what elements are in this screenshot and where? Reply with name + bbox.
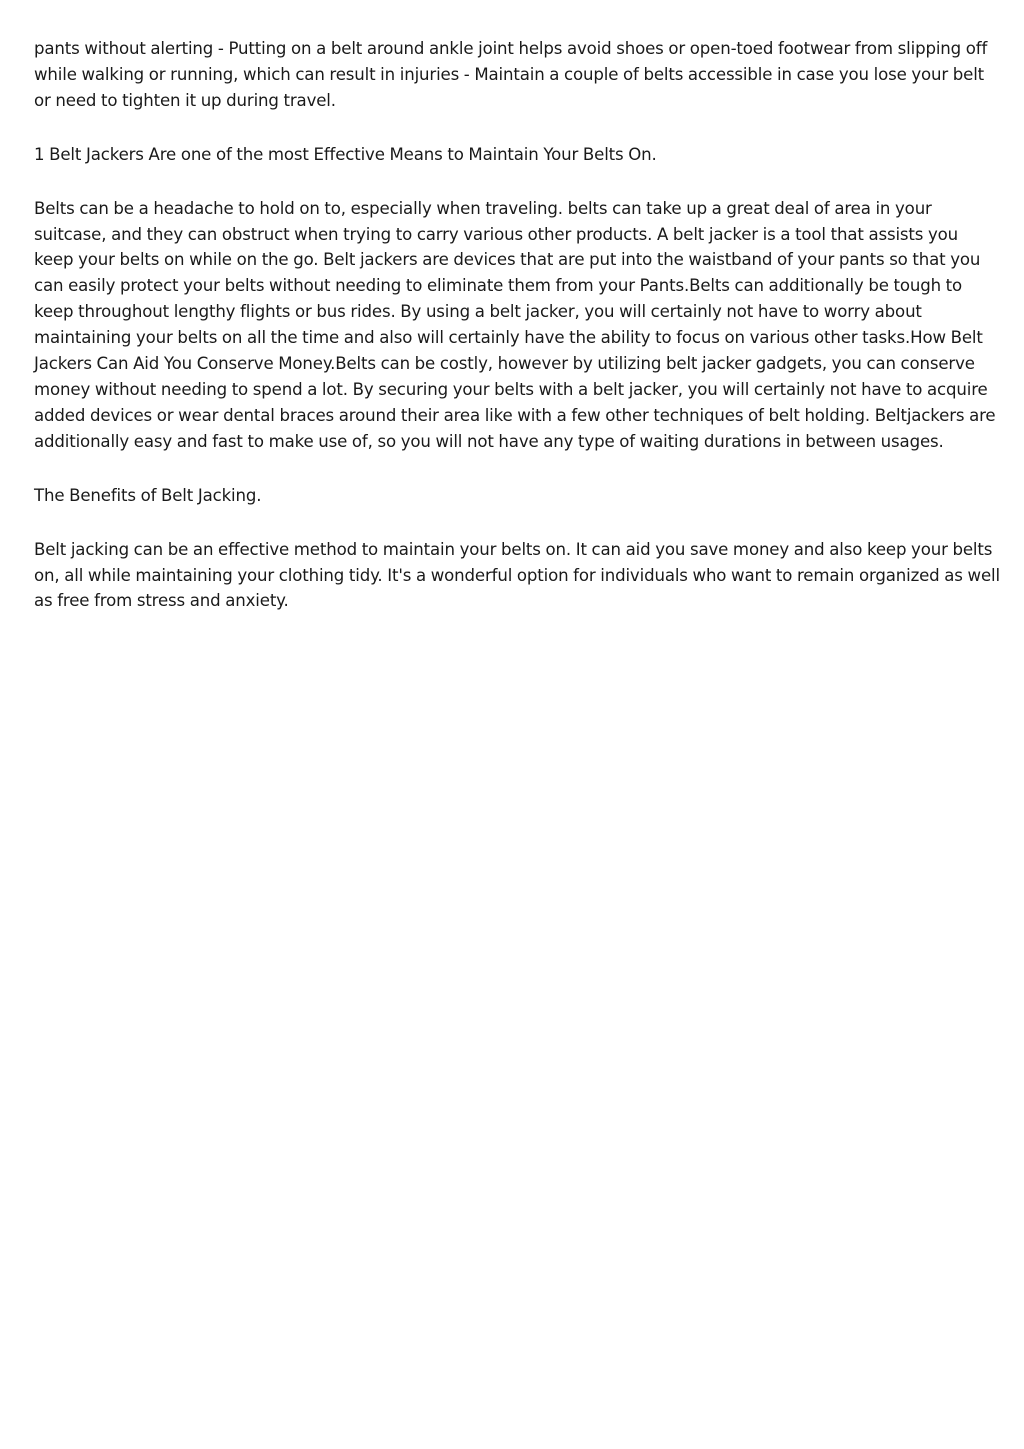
paragraph-benefits: Belt jacking can be an effective method to maintain your belts on. It can aid you save money and also keep your belts on, all while maintaining your clothing tidy. It's a wonderful option for individuals who want to remain organized as well as free from stress and anxiety. <box>34 539 1000 611</box>
heading-belt-jackers: 1 Belt Jackers Are one of the most Effective Means to Maintain Your Belts On. <box>34 144 657 164</box>
paragraph-intro-continued: pants without alerting - Putting on a belt around ankle joint helps avoid shoes or open-toed footwear from slipping off while walking or running, which can result in injuries - Maintain a couple of belts accessible in case you lose your belt or need to tighten it up during travel. <box>34 39 988 110</box>
heading-benefits: The Benefits of Belt Jacking. <box>34 485 262 505</box>
paragraph-belt-jackers: Belts can be a headache to hold on to, especially when traveling. belts can take up a great deal of area in your suitcase, and they can obstruct when trying to carry various other products. A belt jacker is a tool that assists you keep your belts on while on the go. Belt jackers are devices that are put into the waistband of your pants so that you can easily protect your belts without needing to eliminate them from your Pants.Belts can additionally be tough to keep throughout lengthy flights or bus rides. By using a belt jacker, you will certainly not have to worry about maintaining your belts on all the time and also will certainly have the ability to focus on various other tasks.How Belt Jackers Can Aid You Conserve Money.Belts can be costly, however by utilizing belt jacker gadgets, you can conserve money without needing to spend a lot. By securing your belts with a belt jacker, you will certainly not have to acquire added devices or wear dental braces around their area like with a few other techniques of belt holding. Beltjackers are additionally easy and fast to make use of, so you will not have any type of waiting durations in between usages. <box>34 198 996 451</box>
document-body <box>34 36 1000 642</box>
